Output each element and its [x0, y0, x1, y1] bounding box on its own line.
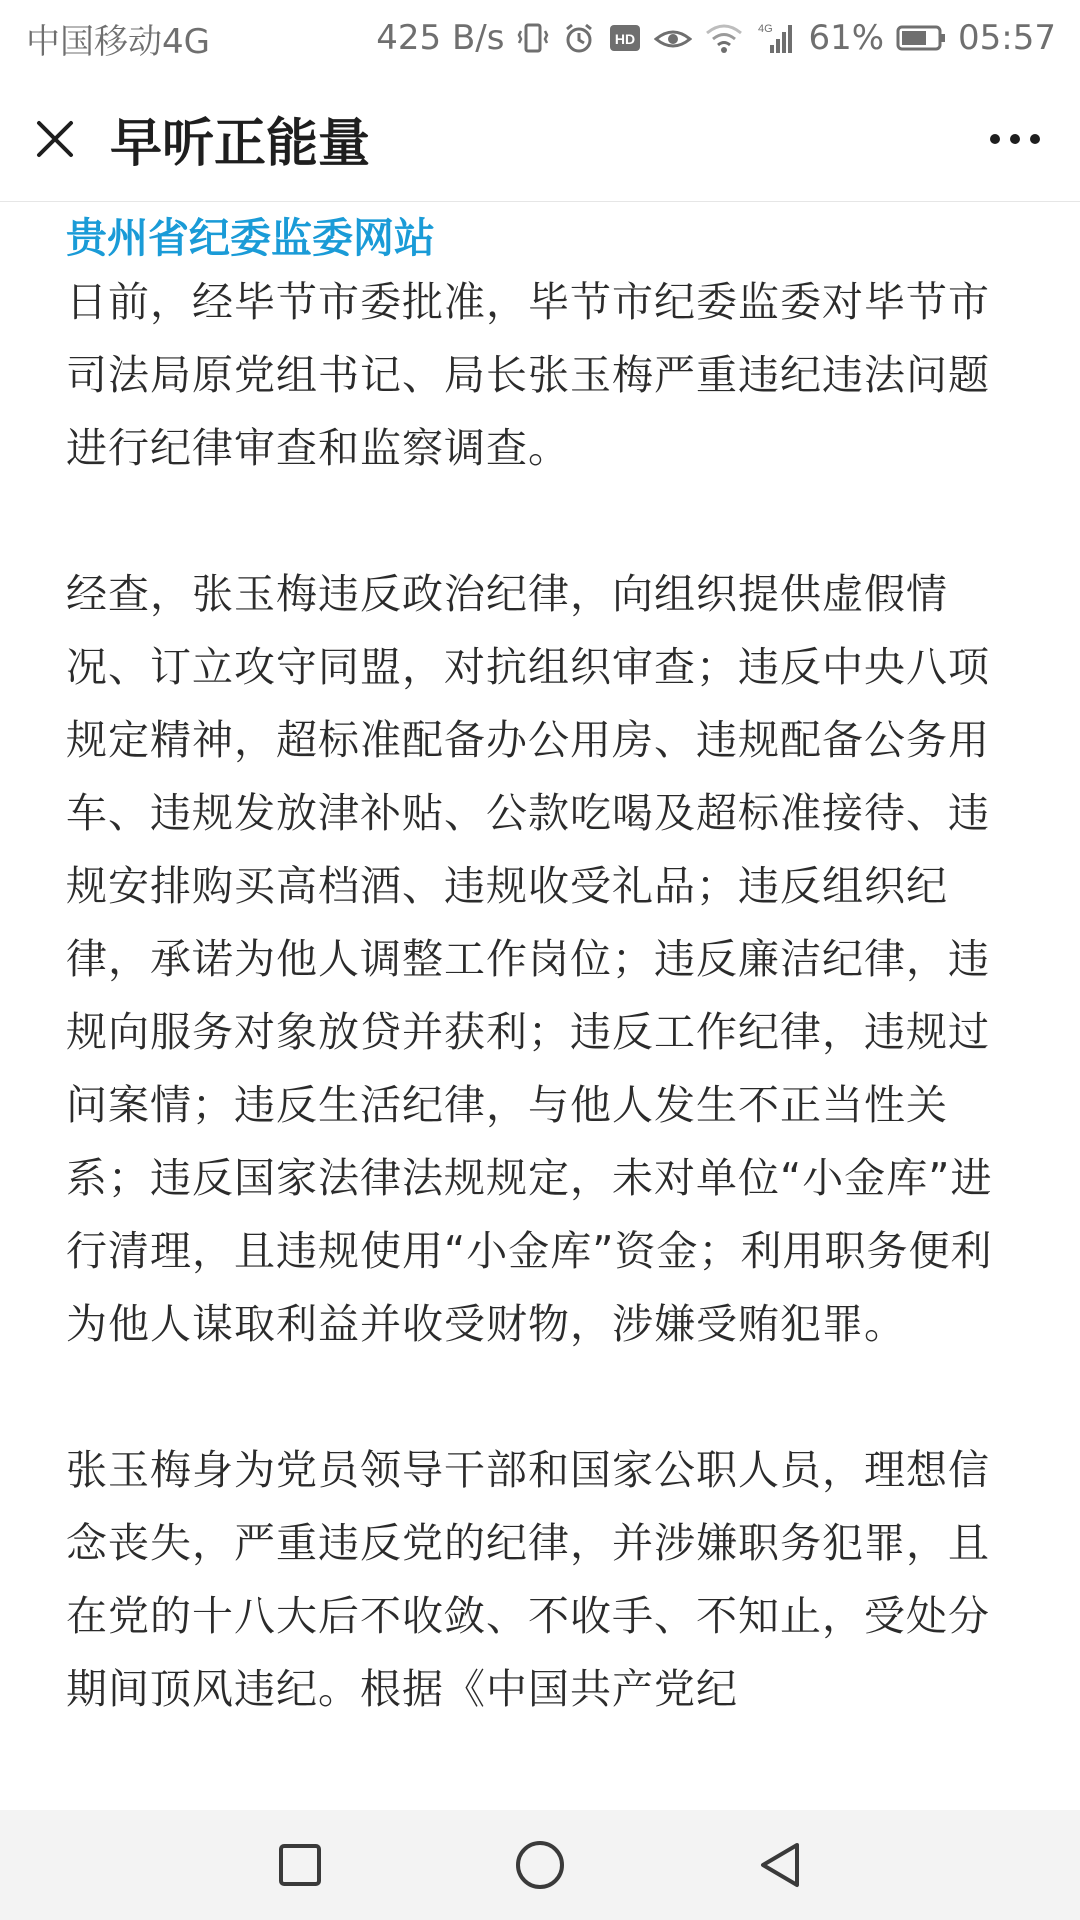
net-speed: 425 B/s — [376, 18, 505, 58]
eye-comfort-icon — [654, 21, 692, 55]
system-nav-bar — [0, 1810, 1080, 1920]
alarm-icon — [562, 21, 596, 55]
back-button[interactable] — [745, 1830, 815, 1900]
article-paragraph: 日前，经毕节市委批准，毕节市纪委监委对毕节市司法局原党组书记、局长张玉梅严重违纪违法问题进行纪律审查和监察调查。 — [66, 278, 990, 472]
hd-icon — [608, 21, 642, 55]
triangle-back-icon — [757, 1841, 803, 1889]
clock: 05:57 — [958, 18, 1056, 58]
circle-home-icon — [514, 1839, 566, 1891]
page-title: 早听正能量 — [110, 114, 371, 174]
article-paragraph: 张玉梅身为党员领导干部和国家公职人员，理想信念丧失，严重违反党的纪律，并涉嫌职务犯罪，且在党的十八大后不收敛、不收手、不知止，受处分期间顶风违纪。根据《中国共产党纪 — [66, 1446, 990, 1713]
wifi-icon — [704, 21, 744, 55]
status-bar — [0, 0, 1080, 76]
paragraph-gap — [66, 1361, 1016, 1434]
close-icon — [35, 119, 75, 159]
recent-apps-button[interactable] — [265, 1830, 335, 1900]
home-button[interactable] — [505, 1830, 575, 1900]
more-button[interactable] — [980, 76, 1050, 202]
network-type: 4G — [758, 23, 774, 35]
signal-icon — [756, 21, 796, 55]
square-recent-icon — [278, 1843, 322, 1887]
battery-percent: 61% — [808, 18, 885, 58]
more-icon — [989, 133, 1041, 145]
article-paragraph: 经查，张玉梅违反政治纪律，向组织提供虚假情况、订立攻守同盟，对抗组织审查；违反中央八项规定精神，超标准配备办公用房、违规配备公务用车、违规发放津补贴、公款吃喝及超标准接待、违规安排购买高档酒、违规收受礼品；违反组织纪律，承诺为他人调整工作岗位；违反廉洁纪律，违规向服务对象放贷并获利；违反工作纪律，违规过问案情；违反生活纪律，与他人发生不正当性关系；违反国家法律法规规定，未对单位“小金库”进行清理，且违规使用“小金库”资金；利用职务便利为他人谋取利益并收受财物，涉嫌受贿犯罪。 — [66, 570, 993, 1348]
source-link[interactable]: 贵州省纪委监委网站 — [66, 214, 435, 262]
paragraph-gap — [66, 485, 1016, 558]
article-content[interactable] — [66, 204, 1016, 1810]
battery-icon — [896, 23, 946, 53]
hd-label: HD — [615, 31, 636, 47]
title-bar — [0, 76, 1080, 202]
status-indicators — [376, 18, 1056, 58]
close-button[interactable] — [0, 76, 110, 202]
carrier-label: 中国移动4G — [26, 21, 210, 62]
vibrate-icon — [516, 21, 550, 55]
